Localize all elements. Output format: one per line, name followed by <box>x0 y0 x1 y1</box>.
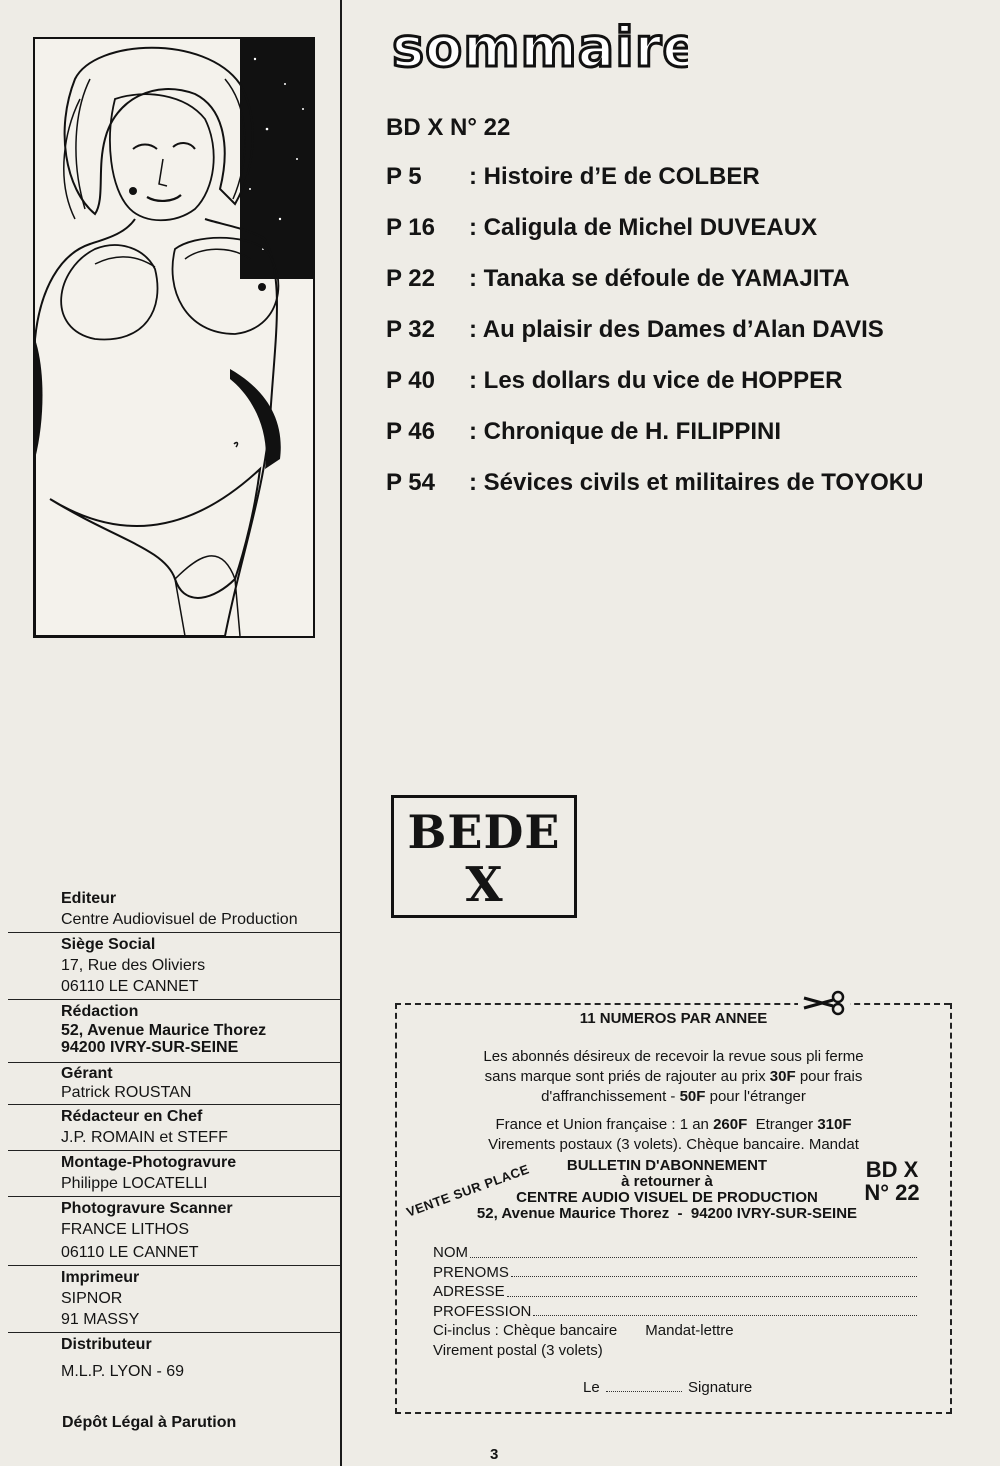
table-of-contents <box>386 163 923 520</box>
colophon-redacteur <box>8 1105 340 1151</box>
coupon-body-line: Les abonnés désireux de recevoir la revue sous pli ferme <box>483 1048 864 1065</box>
depot-legal: Dépôt Légal à Parution <box>62 1414 237 1431</box>
colophon-editeur <box>8 887 340 933</box>
coupon-body <box>397 1047 950 1107</box>
toc-page: P 54 <box>386 469 435 496</box>
toc-title: Au plaisir des Dames d’Alan DAVIS <box>482 316 884 343</box>
toc-entry[interactable] <box>386 418 923 469</box>
colophon-line: Patrick ROUSTAN <box>61 1084 192 1101</box>
price: 50F <box>679 1088 706 1105</box>
toc-title: Chronique de H. FILIPPINI <box>483 418 782 445</box>
colophon-heading: Siège Social <box>61 936 156 953</box>
adresse-field[interactable] <box>433 1282 917 1302</box>
sommaire-title-lettering <box>388 18 688 78</box>
bulletin-line: 52, Avenue Maurice Thorez - 94200 IVRY-SUR-SEINE <box>476 1205 858 1222</box>
toc-title: Les dollars du vice de HOPPER <box>483 367 843 394</box>
field-line[interactable] <box>511 1263 917 1278</box>
colophon-line: M.L.P. LYON - 69 <box>61 1363 185 1380</box>
date-label: Le <box>583 1379 600 1396</box>
colophon-heading: Gérant <box>61 1065 113 1082</box>
field-label: NOM <box>433 1244 468 1261</box>
toc-title: Caligula de Michel DUVEAUX <box>483 214 818 241</box>
toc-entry[interactable] <box>386 367 923 418</box>
toc-separator: : <box>469 163 484 190</box>
prenoms-field[interactable] <box>433 1263 917 1283</box>
toc-separator: : <box>469 367 484 394</box>
payment-mandat[interactable]: Mandat-lettre <box>645 1322 734 1339</box>
logo-line1: BEDE <box>407 805 561 859</box>
colophon-heading: Imprimeur <box>61 1269 140 1286</box>
signature-label: Signature <box>688 1379 753 1396</box>
sommaire-title-text: sommaire <box>392 18 688 78</box>
toc-entry[interactable] <box>386 163 923 214</box>
bede-x-logo <box>391 795 577 918</box>
column-divider <box>340 0 342 1466</box>
colophon <box>8 887 340 1384</box>
coupon-issue-line: N° 22 <box>864 1180 920 1205</box>
text: d'affranchissement - <box>541 1088 680 1105</box>
text: pour l'étranger <box>705 1088 806 1105</box>
coupon-body-line <box>397 1067 950 1087</box>
toc-title: Tanaka se défoule de YAMAJITA <box>483 265 850 292</box>
payment-line <box>433 1321 734 1341</box>
toc-page: P 46 <box>386 418 435 445</box>
colophon-heading: Editeur <box>61 890 117 907</box>
coupon-issue-line: BD X <box>865 1157 919 1182</box>
toc-entry[interactable] <box>386 214 923 265</box>
field-line[interactable] <box>533 1302 917 1317</box>
toc-separator: : <box>469 418 484 445</box>
toc-entry[interactable] <box>386 265 923 316</box>
field-line[interactable] <box>507 1282 917 1297</box>
toc-title: Histoire d’E de COLBER <box>483 163 760 190</box>
signature-line <box>583 1379 752 1396</box>
logo-line2: X <box>465 857 503 913</box>
payment-cheque[interactable]: Ci-inclus : Chèque bancaire <box>433 1322 618 1339</box>
payment-virement[interactable]: Virement postal (3 volets) <box>433 1341 603 1359</box>
toc-page: P 16 <box>386 214 435 241</box>
vente-sur-place-stamp: VENTE SUR PLACE <box>404 1161 532 1220</box>
text: sans marque sont priés de rajouter au prix <box>484 1068 770 1085</box>
colophon-line: Philippe LOCATELLI <box>61 1175 208 1192</box>
colophon-line: Centre Audiovisuel de Production <box>61 911 298 928</box>
colophon-montage <box>8 1151 340 1197</box>
colophon-line: SIPNOR <box>61 1290 123 1307</box>
colophon-heading: Distributeur <box>61 1336 152 1353</box>
toc-separator: : <box>469 214 484 241</box>
toc-page: P 5 <box>386 163 422 190</box>
colophon-distributeur <box>8 1333 340 1384</box>
coupon-form <box>433 1243 917 1321</box>
text: pour frais <box>795 1068 863 1085</box>
subscription-coupon <box>395 1003 952 1414</box>
colophon-heading: Rédaction <box>61 1003 139 1020</box>
coupon-issue <box>852 1158 932 1204</box>
text: Etranger <box>747 1116 818 1133</box>
colophon-line: 06110 LE CANNET <box>61 978 199 995</box>
toc-entry[interactable] <box>386 316 923 367</box>
field-label: ADRESSE <box>433 1283 505 1300</box>
toc-title: Sévices civils et militaires de TOYOKU <box>483 469 924 496</box>
payment-options <box>433 1321 734 1360</box>
date-field[interactable] <box>606 1391 682 1392</box>
issue-number: BD X N° 22 <box>386 114 511 141</box>
bulletin-line: à retourner à <box>621 1173 713 1190</box>
colophon-imprimeur <box>8 1266 340 1333</box>
bulletin-line: BULLETIN D'ABONNEMENT <box>566 1157 768 1174</box>
colophon-heading: Photogravure Scanner <box>61 1200 233 1217</box>
toc-separator: : <box>469 265 484 292</box>
field-label: PROFESSION <box>433 1302 532 1320</box>
colophon-line: 91 MASSY <box>61 1311 140 1328</box>
coupon-body-line <box>397 1087 950 1107</box>
colophon-line: J.P. ROMAIN et STEFF <box>61 1129 228 1146</box>
colophon-gerant <box>8 1063 340 1105</box>
colophon-line: 06110 LE CANNET <box>61 1244 199 1261</box>
colophon-heading: Montage-Photogravure <box>61 1154 237 1171</box>
colophon-heading: Rédacteur en Chef <box>61 1108 203 1125</box>
price: 310F <box>817 1116 852 1133</box>
toc-page: P 40 <box>386 367 435 394</box>
illustration-drawing <box>35 39 313 636</box>
price: 30F <box>769 1068 796 1085</box>
sommaire-title <box>388 18 688 83</box>
price: 260F <box>713 1116 748 1133</box>
field-label: PRENOMS <box>433 1263 509 1281</box>
toc-separator: : <box>469 316 483 343</box>
colophon-line: 17, Rue des Oliviers <box>61 957 206 974</box>
field-line[interactable] <box>470 1243 917 1258</box>
toc-separator: : <box>469 469 484 496</box>
colophon-scanner <box>8 1197 340 1266</box>
colophon-line: 52, Avenue Maurice Thorez <box>61 1022 267 1039</box>
cover-illustration <box>33 37 315 638</box>
nom-field[interactable] <box>433 1243 917 1263</box>
toc-page: P 22 <box>386 265 435 292</box>
coupon-price-line: Virements postaux (3 volets). Chèque bancaire. Mandat <box>488 1136 859 1153</box>
toc-page: P 32 <box>386 316 435 343</box>
page-number: 3 <box>490 1446 499 1463</box>
colophon-siege <box>8 933 340 1000</box>
colophon-line: FRANCE LITHOS <box>61 1221 190 1238</box>
bulletin-line: CENTRE AUDIO VISUEL DE PRODUCTION <box>516 1189 818 1206</box>
text: France et Union française : 1 an <box>495 1116 714 1133</box>
profession-field[interactable] <box>433 1302 917 1322</box>
colophon-line: 94200 IVRY-SUR-SEINE <box>61 1039 239 1056</box>
coupon-pricing <box>397 1115 950 1155</box>
toc-entry[interactable] <box>386 469 923 520</box>
colophon-redaction <box>8 1000 340 1063</box>
coupon-price-line <box>397 1115 950 1135</box>
coupon-header: 11 NUMEROS PAR ANNEE <box>579 1010 768 1027</box>
